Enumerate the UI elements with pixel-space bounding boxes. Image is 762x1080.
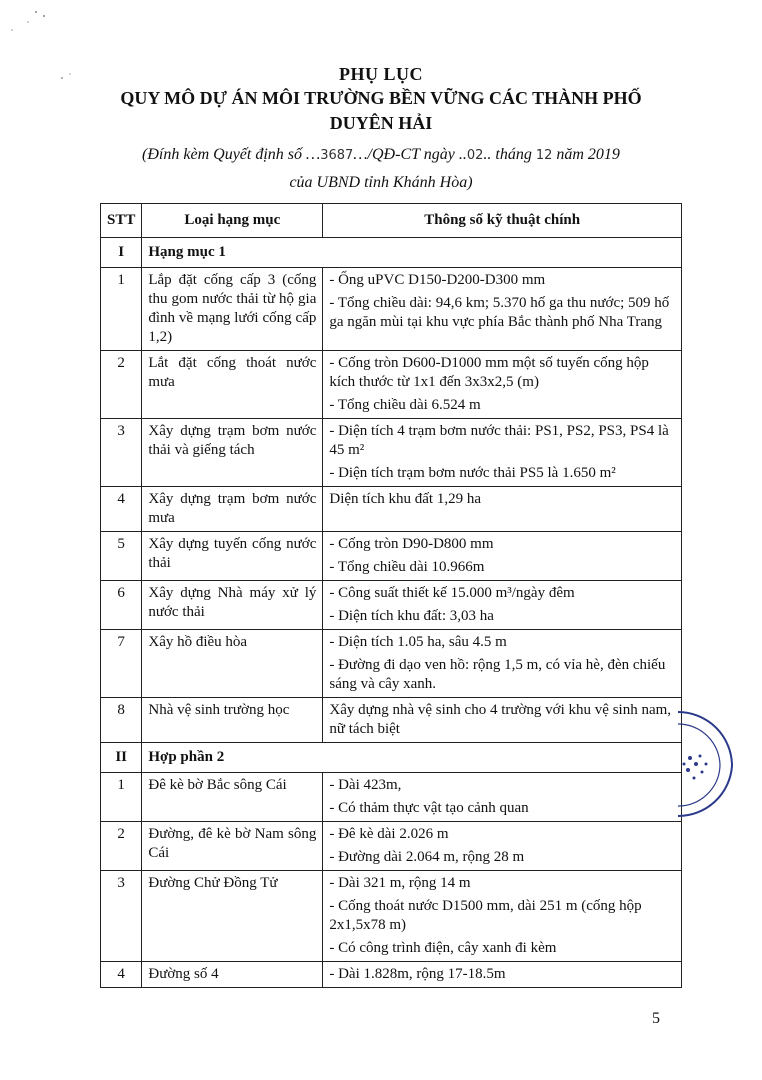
issuing-authority: của UBND tỉnh Khánh Hòa) bbox=[289, 174, 473, 191]
row-category: Đường số 4 bbox=[142, 962, 323, 988]
table-row bbox=[101, 487, 682, 532]
table-row bbox=[101, 351, 682, 419]
table-row bbox=[101, 532, 682, 581]
spec-line: - Cống tròn D600-D1000 mm một số tuyến cống hộp kích thước từ 1x1 đến 3x3x2,5 (m) bbox=[329, 355, 649, 390]
section-row bbox=[101, 743, 682, 773]
row-category: Nhà vệ sinh trường học bbox=[142, 698, 323, 743]
row-stt: 7 bbox=[101, 630, 142, 698]
row-spec bbox=[323, 871, 682, 962]
decision-date-prefix: …/QĐ-CT ngày .. bbox=[353, 146, 467, 163]
table-row bbox=[101, 268, 682, 351]
spec-line: - Đường dài 2.064 m, rộng 28 m bbox=[329, 849, 525, 865]
row-spec bbox=[323, 822, 682, 871]
row-stt: 4 bbox=[101, 487, 142, 532]
spec-line: - Diện tích 4 trạm bơm nước thải: PS1, PS2, PS3, PS4 là 45 m² bbox=[329, 423, 669, 458]
row-stt: 1 bbox=[101, 773, 142, 822]
spec-line: - Ống uPVC D150-D200-D300 mm bbox=[329, 272, 546, 288]
table-row bbox=[101, 822, 682, 871]
row-spec bbox=[323, 630, 682, 698]
spec-line: - Dài 1.828m, rộng 17-18.5m bbox=[329, 966, 506, 982]
row-spec bbox=[323, 962, 682, 988]
row-category: Lắt đặt cống thoát nước mưa bbox=[142, 351, 323, 419]
decision-reference bbox=[0, 146, 762, 164]
table-row bbox=[101, 962, 682, 988]
spec-line: - Đê kè dài 2.026 m bbox=[329, 826, 449, 842]
section-number: I bbox=[101, 238, 142, 268]
spec-line: - Tổng chiều dài: 94,6 km; 5.370 hố ga thu nước; 509 hố ga ngăn mùi tại khu vực phía Bắc thành phố Nha Trang bbox=[329, 295, 670, 330]
row-spec bbox=[323, 532, 682, 581]
section-title: Hợp phần 2 bbox=[142, 743, 682, 773]
row-stt: 6 bbox=[101, 581, 142, 630]
row-spec bbox=[323, 581, 682, 630]
col-header-stt: STT bbox=[101, 204, 142, 238]
project-title-line2: DUYÊN HẢI bbox=[329, 113, 433, 133]
section-title: Hạng mục 1 bbox=[142, 238, 682, 268]
table-row bbox=[101, 581, 682, 630]
official-seal-stamp bbox=[676, 708, 736, 818]
table-row bbox=[101, 698, 682, 743]
table-row bbox=[101, 630, 682, 698]
row-category: Lắp đặt cống cấp 3 (cống thu gom nước thải từ hộ gia đình về mạng lưới cống cấp 1,2) bbox=[142, 268, 323, 351]
row-spec bbox=[323, 698, 682, 743]
col-header-spec: Thông số kỹ thuật chính bbox=[323, 204, 682, 238]
row-stt: 4 bbox=[101, 962, 142, 988]
spec-line: - Có thảm thực vật tạo cảnh quan bbox=[329, 800, 529, 816]
page-number: 5 bbox=[652, 1010, 660, 1027]
table-row bbox=[101, 773, 682, 822]
row-category: Xây dựng tuyến cống nước thải bbox=[142, 532, 323, 581]
table-row bbox=[101, 419, 682, 487]
table-header-row bbox=[101, 204, 682, 238]
row-spec bbox=[323, 268, 682, 351]
spec-line: - Cống thoát nước D1500 mm, dài 251 m (cống hộp 2x1,5x78 m) bbox=[329, 898, 642, 933]
decision-prefix: (Đính kèm Quyết định số … bbox=[142, 146, 321, 163]
row-category: Xây dựng trạm bơm nước thải và giếng tách bbox=[142, 419, 323, 487]
spec-line: - Cống tròn D90-D800 mm bbox=[329, 536, 494, 552]
row-spec bbox=[323, 487, 682, 532]
row-spec bbox=[323, 773, 682, 822]
row-stt: 3 bbox=[101, 871, 142, 962]
row-stt: 2 bbox=[101, 822, 142, 871]
table-row bbox=[101, 871, 682, 962]
project-title-line1: QUY MÔ DỰ ÁN MÔI TRƯỜNG BỀN VỮNG CÁC THÀNH PHỐ bbox=[120, 88, 642, 108]
spec-line: - Công suất thiết kế 15.000 m³/ngày đêm bbox=[329, 585, 575, 601]
spec-line: - Dài 321 m, rộng 14 m bbox=[329, 875, 471, 891]
row-stt: 2 bbox=[101, 351, 142, 419]
row-stt: 8 bbox=[101, 698, 142, 743]
spec-line: - Dài 423m, bbox=[329, 777, 402, 793]
row-stt: 3 bbox=[101, 419, 142, 487]
decision-year: năm 2019 bbox=[552, 146, 620, 163]
decision-month: 12 bbox=[535, 148, 553, 163]
appendix-title: PHỤ LỤC bbox=[339, 64, 423, 84]
spec-line: Xây dựng nhà vệ sinh cho 4 trường với khu vệ sinh nam, nữ tách biệt bbox=[329, 702, 672, 737]
spec-line: - Diện tích khu đất: 3,03 ha bbox=[329, 608, 494, 624]
row-category: Đường, đê kè bờ Nam sông Cái bbox=[142, 822, 323, 871]
row-stt: 5 bbox=[101, 532, 142, 581]
spec-line: - Đường đi dạo ven hồ: rộng 1,5 m, có vỉa hè, đèn chiếu sáng và cây xanh. bbox=[329, 657, 666, 692]
row-category: Xây hồ điều hòa bbox=[142, 630, 323, 698]
spec-line: - Tổng chiều dài 10.966m bbox=[329, 559, 485, 575]
spec-line: - Diện tích 1.05 ha, sâu 4.5 m bbox=[329, 634, 507, 650]
col-header-category: Loại hạng mục bbox=[142, 204, 323, 238]
row-spec bbox=[323, 419, 682, 487]
row-category: Đường Chử Đồng Tử bbox=[142, 871, 323, 962]
decision-number: 3687 bbox=[320, 148, 354, 163]
section-row bbox=[101, 238, 682, 268]
row-stt: 1 bbox=[101, 268, 142, 351]
decision-month-label: .. tháng bbox=[483, 146, 536, 163]
spec-line: Diện tích khu đất 1,29 ha bbox=[329, 491, 481, 507]
row-spec bbox=[323, 351, 682, 419]
spec-line: - Diện tích trạm bơm nước thải PS5 là 1.650 m² bbox=[329, 465, 616, 481]
decision-day: 02 bbox=[466, 148, 484, 163]
row-category: Xây dựng trạm bơm nước mưa bbox=[142, 487, 323, 532]
project-scope-table bbox=[100, 203, 682, 988]
spec-line: - Tổng chiều dài 6.524 m bbox=[329, 397, 481, 413]
spec-line: - Có công trình điện, cây xanh đi kèm bbox=[329, 940, 557, 956]
section-number: II bbox=[101, 743, 142, 773]
row-category: Đê kè bờ Bắc sông Cái bbox=[142, 773, 323, 822]
row-category: Xây dựng Nhà máy xử lý nước thải bbox=[142, 581, 323, 630]
